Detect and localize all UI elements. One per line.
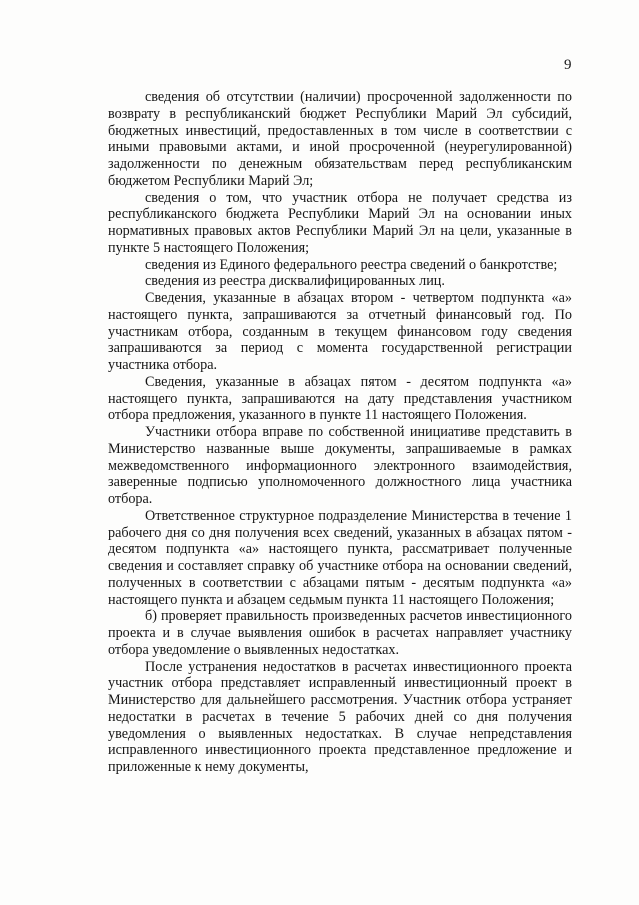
paragraph: б) проверяет правильность произведенных расчетов инвестиционного проекта и в случае выявления ошибок в расчетах направляет участнику отбора уведомление о выявленных недостатках. [108,608,572,658]
paragraph: После устранения недостатков в расчетах инвестиционного проекта участник отбора представляет исправленный инвестиционный проект в Министерство для дальнейшего рассмотрения. Участник отбора устраняет недостатки в расчетах в течение 5 рабочих дней со дня получения уведомления о выявленных недостатках. В случае непредставления исправленного инвестиционного проекта представленное предложение и приложенные к нему документы, [108,658,572,775]
paragraph: сведения об отсутствии (наличии) просроченной задолженности по возврату в республиканский бюджет Республики Марий Эл субсидий, бюджетных инвестиций, предоставленных в том числе в соответствии с иными правовыми актами, и иной просроченной (неурегулированной) задолженности по денежным обязательствам перед республиканским бюджетом Республики Марий Эл; [108,89,572,189]
paragraph: Сведения, указанные в абзацах втором - четвертом подпункта «а» настоящего пункта, запрашиваются за отчетный финансовый год. По участникам отбора, созданным в текущем финансовом году сведения запрашиваются за период с момента государственной регистрации участника отбора. [108,290,572,373]
paragraph: сведения о том, что участник отбора не получает средства из республиканского бюджета Республики Марий Эл на основании иных нормативных правовых актов Республики Марий Эл на цели, указанные в пункте 5 настоящего Положения; [108,189,572,256]
paragraph: Сведения, указанные в абзацах пятом - десятом подпункта «а» настоящего пункта, запрашиваются на дату представления участником отбора предложения, указанного в пункте 11 настоящего Положения. [108,373,572,424]
paragraph: Ответственное структурное подразделение Министерства в течение 1 рабочего дня со дня получения всех сведений, указанных в абзацах пятом - десятом подпункта «а» настоящего пункта, рассматривает полученные сведения и составляет справку об участнике отбора на основании сведений, полученных в соответствии с абзацами пятым - десятым подпункта «а» настоящего пункта и абзацем седьмым пункта 11 настоящего Положения; [108,507,572,608]
paragraph: сведения из реестра дисквалифицированных лиц. [145,273,445,290]
paragraph: Участники отбора вправе по собственной инициативе представить в Министерство названные выше документы, запрашиваемые в рамках межведомственного информационного электронного взаимодействия, заверенные подписью уполномоченного должностного лица участника отбора. [108,424,572,507]
body-text [108,89,572,776]
page-number: 9 [564,57,572,73]
paragraph: сведения из Единого федерального реестра сведений о банкротстве; [145,256,558,273]
